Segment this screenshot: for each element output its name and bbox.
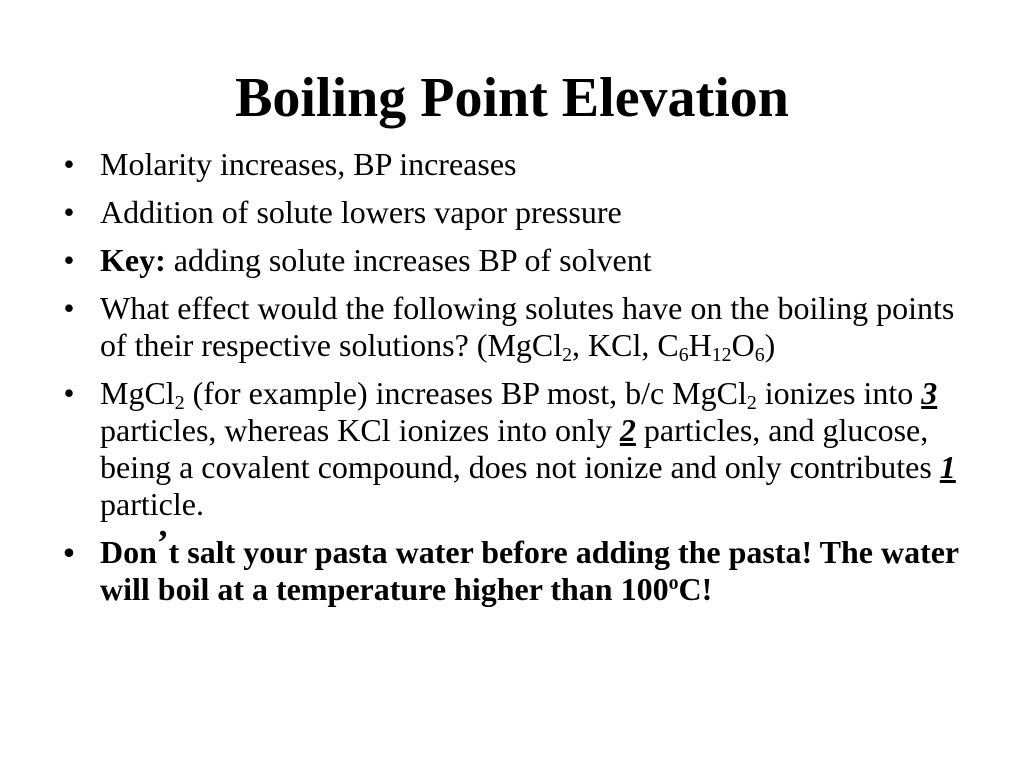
- subscript: 2: [746, 391, 757, 414]
- text-run: t salt your pasta water before adding the pasta! The water will boil at a temperature higher than 100: [100, 534, 959, 607]
- text-run: ): [764, 327, 776, 363]
- bullet-text: [100, 242, 652, 278]
- bullet-icon: •: [63, 375, 75, 411]
- superscript: o: [668, 572, 679, 595]
- bullet-icon: •: [63, 290, 75, 326]
- bullet-item-molarity: [54, 146, 974, 183]
- bullet-text: Addition of solute lowers vapor pressure: [100, 194, 622, 230]
- bullet-item-question: [54, 290, 974, 364]
- text-run: What effect would the following solutes have on the boiling points of their respective solutions? (MgCl: [100, 290, 955, 363]
- subscript: 2: [174, 391, 185, 414]
- bullet-list: [54, 146, 974, 619]
- text-run: Don: [100, 534, 157, 570]
- emphasis-number: 3: [921, 375, 938, 411]
- subscript: 12: [711, 343, 732, 366]
- text-run: H: [688, 327, 712, 363]
- bullet-icon: •: [63, 146, 75, 182]
- emphasis-number: 1: [939, 449, 956, 485]
- slide-title: Boiling Point Elevation: [235, 67, 789, 129]
- bullet-item-answer: [54, 375, 974, 523]
- text-run: (for example) increases BP most, b/c MgCl: [184, 375, 747, 411]
- text-run: C!: [678, 571, 713, 607]
- bullet-text: [100, 375, 956, 522]
- text-run: particles, and glucose, being a covalent compound, does not ionize and only contributes: [100, 412, 940, 485]
- bullet-icon: •: [63, 194, 75, 230]
- bullet-icon: •: [63, 534, 75, 570]
- text-run: ionizes into: [756, 375, 922, 411]
- bullet-text: Molarity increases, BP increases: [100, 146, 517, 182]
- emphasis-number: 2: [619, 412, 636, 448]
- bullet-item-key: [54, 242, 974, 279]
- text-run: O: [731, 327, 755, 363]
- text-run: particles, whereas KCl ionizes into only: [100, 412, 620, 448]
- text-run: , KCl, C: [572, 327, 679, 363]
- bullet-item-pasta: [54, 523, 974, 608]
- subscript: 6: [754, 343, 765, 366]
- text-run: MgCl: [100, 375, 175, 411]
- apostrophe: ’: [156, 523, 169, 563]
- key-label: Key:: [100, 242, 166, 278]
- text-run: particle.: [100, 486, 204, 522]
- bullet-icon: •: [63, 242, 75, 278]
- bullet-text: [100, 290, 955, 366]
- key-text: adding solute increases BP of solvent: [165, 242, 652, 278]
- subscript: 2: [562, 343, 573, 366]
- subscript: 6: [678, 343, 689, 366]
- bullet-text: [100, 523, 959, 607]
- bullet-item-vapor-pressure: [54, 194, 974, 231]
